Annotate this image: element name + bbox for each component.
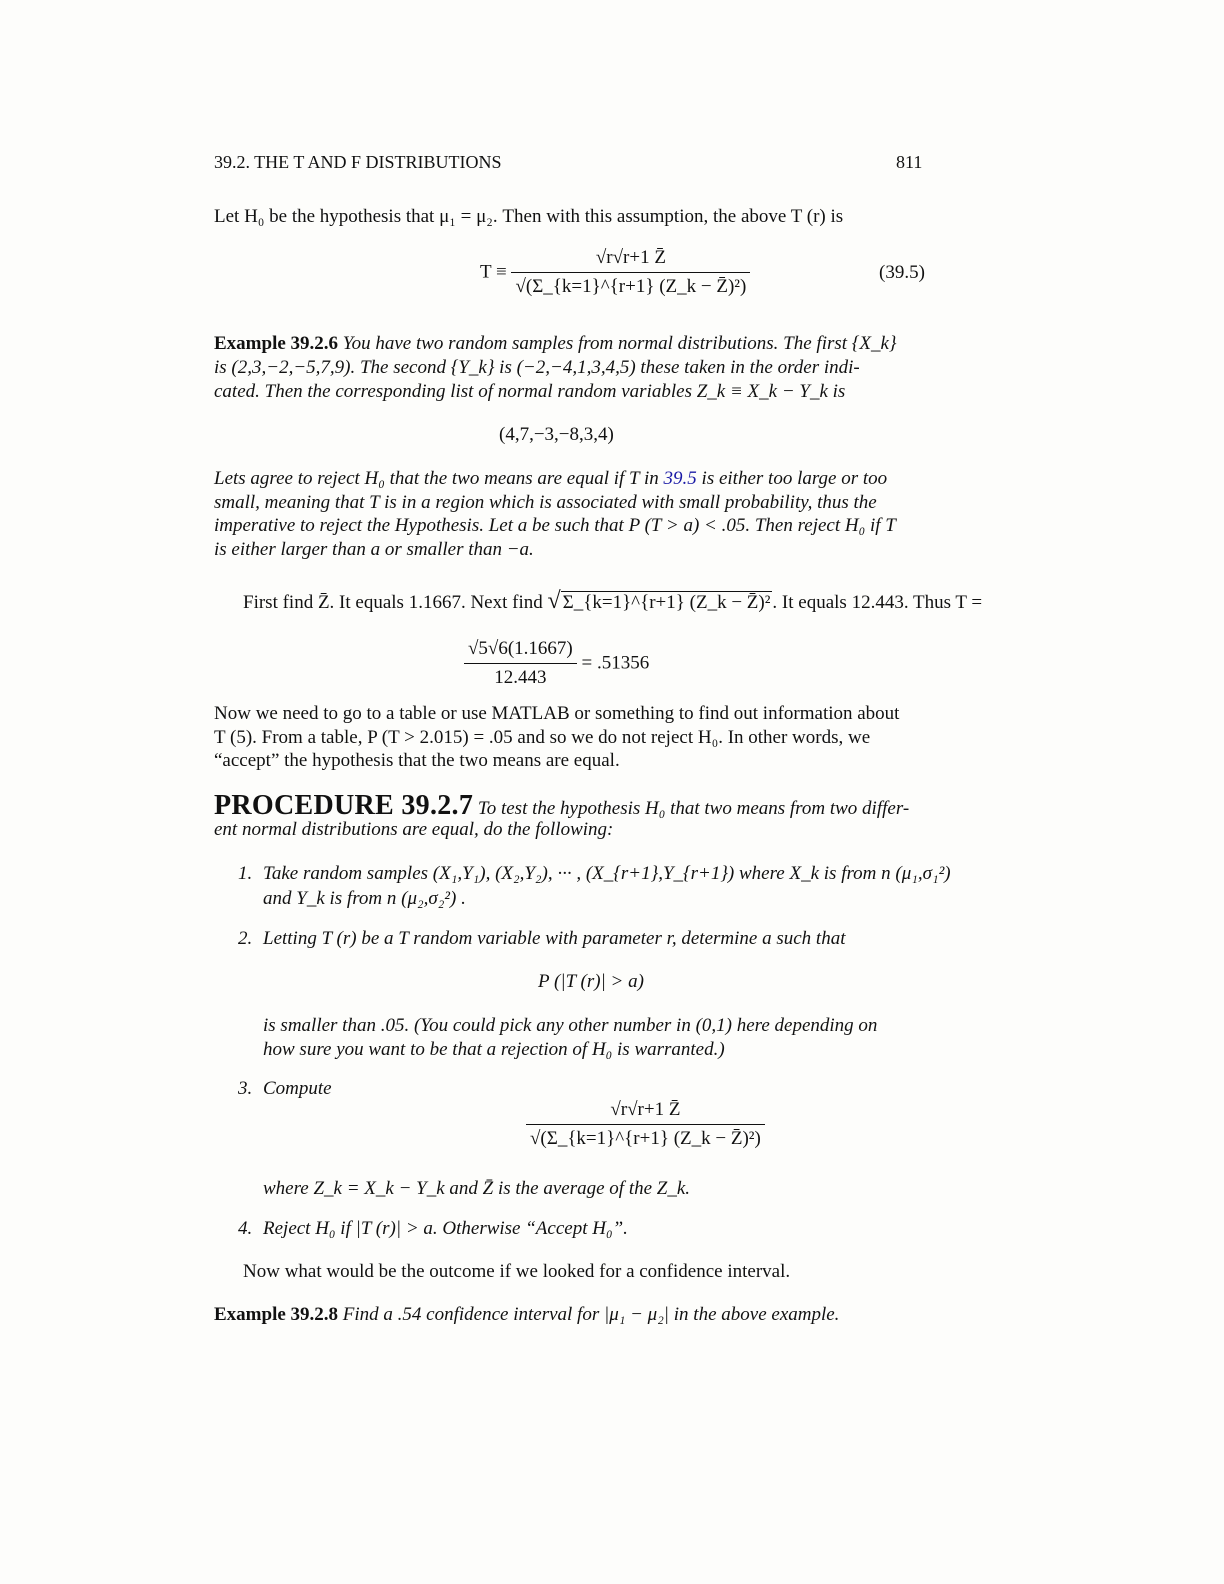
item-1-number: 1.	[238, 863, 253, 884]
item-1-line2: and Y_k is from n (μ₂,σ₂²) .	[263, 888, 466, 909]
now-line1: Now we need to go to a table or use MATLAB or something to find out information about	[214, 703, 900, 724]
reject-line1-a: Lets agree to reject H₀ that the two means are equal if T in	[214, 468, 659, 489]
equation-label: (39.5)	[879, 262, 925, 283]
reject-line1-b: is either too large or too	[701, 468, 888, 489]
item-3-line2: where Z_k = X_k − Y_k and Z̄ is the average of the Z_k.	[263, 1178, 691, 1199]
item-3-equation	[526, 1098, 765, 1151]
procedure-line2: ent normal distributions are equal, do the following:	[214, 819, 614, 840]
outcome-paragraph: Now what would be the outcome if we looked for a confidence interval.	[243, 1261, 791, 1282]
item-4-number: 4.	[238, 1218, 253, 1239]
item-2-line3: how sure you want to be that a rejection of H₀ is warranted.)	[263, 1039, 725, 1060]
item-1-line1: Take random samples (X₁,Y₁), (X₂,Y₂), ··· , (X_{r+1},Y_{r+1}) where X_k is from n (μ₁,σ₁²)	[263, 863, 951, 884]
calc-numerator: √5√6(1.1667)	[464, 637, 577, 664]
example-text-line1: You have two random samples from normal distributions. The first {X_k}	[342, 333, 897, 354]
item-3-line1: Compute	[263, 1078, 332, 1099]
reject-line4: is either larger than a or smaller than −a.	[214, 539, 534, 560]
sqrt-expression: √ Σ_{k=1}^{r+1} (Z_k − Z̄)²	[547, 588, 771, 614]
item-2-number: 2.	[238, 928, 253, 949]
example-2-label: Example 39.2.8	[214, 1304, 339, 1325]
now-line2: T (5). From a table, P (T > 2.015) = .05 and so we do not reject H₀. In other words, we	[214, 727, 871, 748]
item-2-line2: is smaller than .05. (You could pick any other number in (0,1) here depending on	[263, 1015, 878, 1036]
item-3-denominator: √(Σ_{k=1}^{r+1} (Z_k − Z̄)²)	[530, 1128, 761, 1149]
page-number: 811	[896, 152, 923, 172]
reject-line2: small, meaning that T is in a region which is associated with small probability, thus the	[214, 492, 877, 513]
item-4-line1: Reject H₀ if |T (r)| > a. Otherwise “Accept H₀”.	[263, 1218, 628, 1239]
first-find-b: . It equals 12.443. Thus T =	[772, 592, 983, 613]
reject-line3: imperative to reject the Hypothesis. Let a be such that P (T > a) < .05. Then reject H₀ if T	[214, 515, 896, 536]
z-list: (4,7,−3,−8,3,4)	[499, 424, 614, 445]
first-find-line	[243, 589, 982, 615]
calculation-equation	[464, 637, 649, 690]
reject-line1	[214, 467, 887, 491]
example-39-2-6-line1	[214, 332, 897, 356]
sqrt-content: Σ_{k=1}^{r+1} (Z_k − Z̄)²	[562, 592, 771, 613]
item-3-fraction	[526, 1098, 765, 1151]
equation-fraction	[511, 246, 750, 299]
running-header-section: 39.2. THE T AND F DISTRIBUTIONS	[214, 152, 502, 172]
equation-numerator: √r√r+1 Z̄	[511, 246, 750, 273]
item-3-number: 3.	[238, 1078, 253, 1099]
equation-denominator: √(Σ_{k=1}^{r+1} (Z_k − Z̄)²)	[515, 276, 747, 297]
item-3-numerator: √r√r+1 Z̄	[526, 1098, 765, 1125]
calc-result: = .51356	[581, 652, 650, 674]
paragraph-hypothesis: Let H₀ be the hypothesis that μ₁ = μ₂. Then with this assumption, the above T (r) is	[214, 206, 844, 227]
example-39-2-8	[214, 1303, 839, 1327]
calc-fraction	[464, 637, 577, 690]
equation-reference-link[interactable]: 39.5	[663, 468, 697, 489]
item-2-line1: Letting T (r) be a T random variable with parameter r, determine a such that	[263, 928, 846, 949]
example-text-line3: cated. Then the corresponding list of normal random variables Z_k ≡ X_k − Y_k is	[214, 381, 846, 402]
procedure-line1: To test the hypothesis H₀ that two means from two differ-	[477, 798, 910, 819]
calc-denominator: 12.443	[494, 667, 547, 688]
first-find-a: First find Z̄. It equals 1.1667. Next find	[243, 592, 543, 613]
equation-39-5	[480, 246, 750, 299]
equation-lhs: T ≡	[480, 261, 507, 283]
now-line3: “accept” the hypothesis that the two means are equal.	[214, 750, 620, 771]
example-2-text: Find a .54 confidence interval for |μ₁ − μ₂| in the above example.	[342, 1304, 840, 1325]
item-2-display: P (|T (r)| > a)	[538, 971, 644, 992]
example-label: Example 39.2.6	[214, 333, 339, 354]
example-text-line2: is (2,3,−2,−5,7,9). The second {Y_k} is (−2,−4,1,3,4,5) these taken in the order indi-	[214, 357, 860, 378]
procedure-label: PROCEDURE 39.2.7	[214, 790, 474, 821]
